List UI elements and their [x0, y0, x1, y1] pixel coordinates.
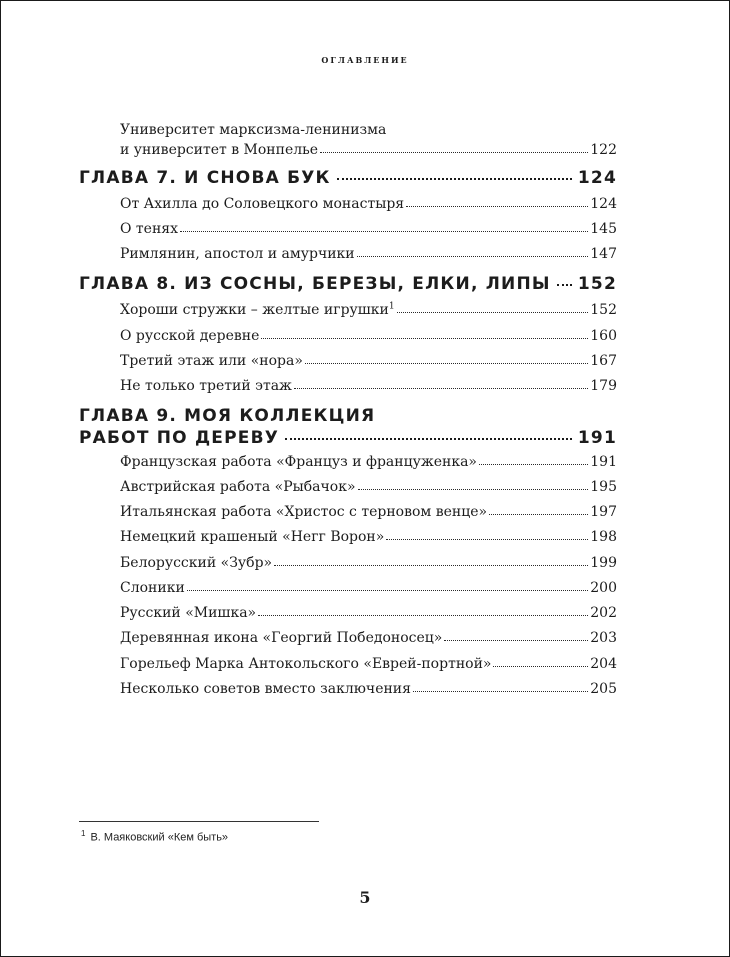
toc-item-line — [120, 122, 617, 138]
footnote-marker: 1 — [388, 301, 395, 312]
toc-item-title: Третий этаж или «нора» — [120, 353, 303, 369]
page-number: 5 — [359, 888, 371, 907]
dot-leader — [406, 206, 588, 207]
toc-item-title: О русской деревне — [120, 328, 260, 344]
footnote-text: В. Маяковский «Кем быть» — [90, 831, 229, 844]
toc-item — [120, 353, 617, 369]
chapter-heading-line — [79, 406, 617, 426]
toc-item-page: 198 — [590, 529, 617, 545]
running-head: оглавление — [321, 53, 409, 66]
toc-item-page: 202 — [590, 605, 617, 621]
dot-leader — [285, 438, 572, 440]
toc-item-title: Университет марксизма-ленинизма — [120, 122, 387, 138]
chapter-title: ГЛАВА 7. И СНОВА БУК — [79, 168, 331, 188]
toc-item-page: 204 — [590, 656, 617, 672]
dot-leader — [337, 178, 572, 180]
toc-item-title: Слоники — [120, 580, 185, 596]
chapter-heading — [79, 428, 617, 448]
dot-leader — [258, 615, 588, 616]
dot-leader — [479, 464, 588, 465]
dot-leader — [413, 691, 588, 692]
toc-item-page: 124 — [590, 196, 617, 212]
toc-item-title: Белорусский «Зубр» — [120, 555, 273, 571]
toc-item — [120, 529, 617, 545]
toc-item-title: Несколько советов вместо заключения — [120, 681, 411, 697]
toc-item — [120, 605, 617, 621]
toc-item-page: 179 — [590, 378, 617, 394]
toc-item — [120, 681, 617, 697]
dot-leader — [274, 565, 588, 566]
toc-item-page: 152 — [590, 302, 617, 318]
toc-item-page: 197 — [590, 504, 617, 520]
chapter-heading — [79, 168, 617, 188]
toc-item-page: 205 — [590, 681, 617, 697]
toc-item — [120, 656, 617, 672]
toc-item-page: 203 — [590, 630, 617, 646]
toc-item — [120, 454, 617, 470]
toc-item-title: Римлянин, апостол и амурчики — [120, 246, 355, 262]
toc-item-title: Немецкий крашеный «Негг Ворон» — [120, 529, 385, 545]
dot-leader — [358, 489, 589, 490]
toc-item — [120, 504, 617, 520]
dot-leader — [305, 363, 588, 364]
toc-item-title: Французская работа «Француз и француженка» — [120, 454, 477, 470]
toc-item — [120, 328, 617, 344]
chapter-page: 191 — [577, 428, 617, 448]
dot-leader — [493, 666, 588, 667]
chapter-title: РАБОТ ПО ДЕРЕВУ — [79, 428, 280, 448]
toc-item — [120, 555, 617, 571]
dot-leader — [187, 590, 588, 591]
toc-item-page: 122 — [590, 142, 617, 158]
toc-item-page: 199 — [590, 555, 617, 571]
dot-leader — [261, 338, 588, 339]
toc-item-page: 160 — [590, 328, 617, 344]
toc-item — [120, 142, 617, 158]
dot-leader — [180, 231, 588, 232]
toc-item-title: О тенях — [120, 221, 179, 237]
dot-leader — [444, 640, 588, 641]
toc-item-title: и университет в Монпелье — [120, 142, 319, 158]
toc-item — [120, 246, 617, 262]
chapter-title: ГЛАВА 9. МОЯ КОЛЛЕКЦИЯ — [79, 406, 376, 426]
toc-item-title: От Ахилла до Соловецкого монастыря — [120, 196, 405, 212]
footnote-marker: 1 — [81, 829, 86, 838]
toc-item — [120, 580, 617, 596]
toc-item-title: Горельеф Марка Антокольского «Еврей-портной» — [120, 656, 492, 672]
toc-item-title: Итальянская работа «Христос с терновом венце» — [120, 504, 488, 520]
toc-item-title: Австрийская работа «Рыбачок» — [120, 479, 356, 495]
toc-item — [120, 630, 617, 646]
toc-item-page: 147 — [590, 246, 617, 262]
chapter-title: ГЛАВА 8. ИЗ СОСНЫ, БЕРЕЗЫ, ЕЛКИ, ЛИПЫ — [79, 274, 551, 294]
dot-leader — [557, 284, 572, 286]
toc-item — [120, 479, 617, 495]
dot-leader — [320, 152, 588, 153]
chapter-heading — [79, 274, 617, 294]
toc-item — [120, 196, 617, 212]
toc-item-title: Не только третий этаж — [120, 378, 292, 394]
toc-item-title: Русский «Мишка» — [120, 605, 257, 621]
toc-item-page: 200 — [590, 580, 617, 596]
toc-item-title: Деревянная икона «Георгий Победоносец» — [120, 630, 443, 646]
dot-leader — [489, 514, 588, 515]
dot-leader — [294, 388, 588, 389]
toc-item-page: 191 — [590, 454, 617, 470]
toc-item-page: 145 — [590, 221, 617, 237]
dot-leader — [397, 312, 589, 313]
dot-leader — [357, 256, 589, 257]
chapter-page: 124 — [577, 168, 617, 188]
chapter-page: 152 — [577, 274, 617, 294]
toc-item — [120, 378, 617, 394]
toc-item — [120, 302, 617, 318]
footnote-rule — [79, 821, 319, 822]
toc-item-page: 195 — [590, 479, 617, 495]
toc-item-title: Хороши стружки – желтые игрушки$^1$ — [120, 301, 395, 318]
dot-leader — [386, 539, 588, 540]
toc-item-page: 167 — [590, 353, 617, 369]
toc-item — [120, 221, 617, 237]
footnote — [81, 829, 228, 844]
